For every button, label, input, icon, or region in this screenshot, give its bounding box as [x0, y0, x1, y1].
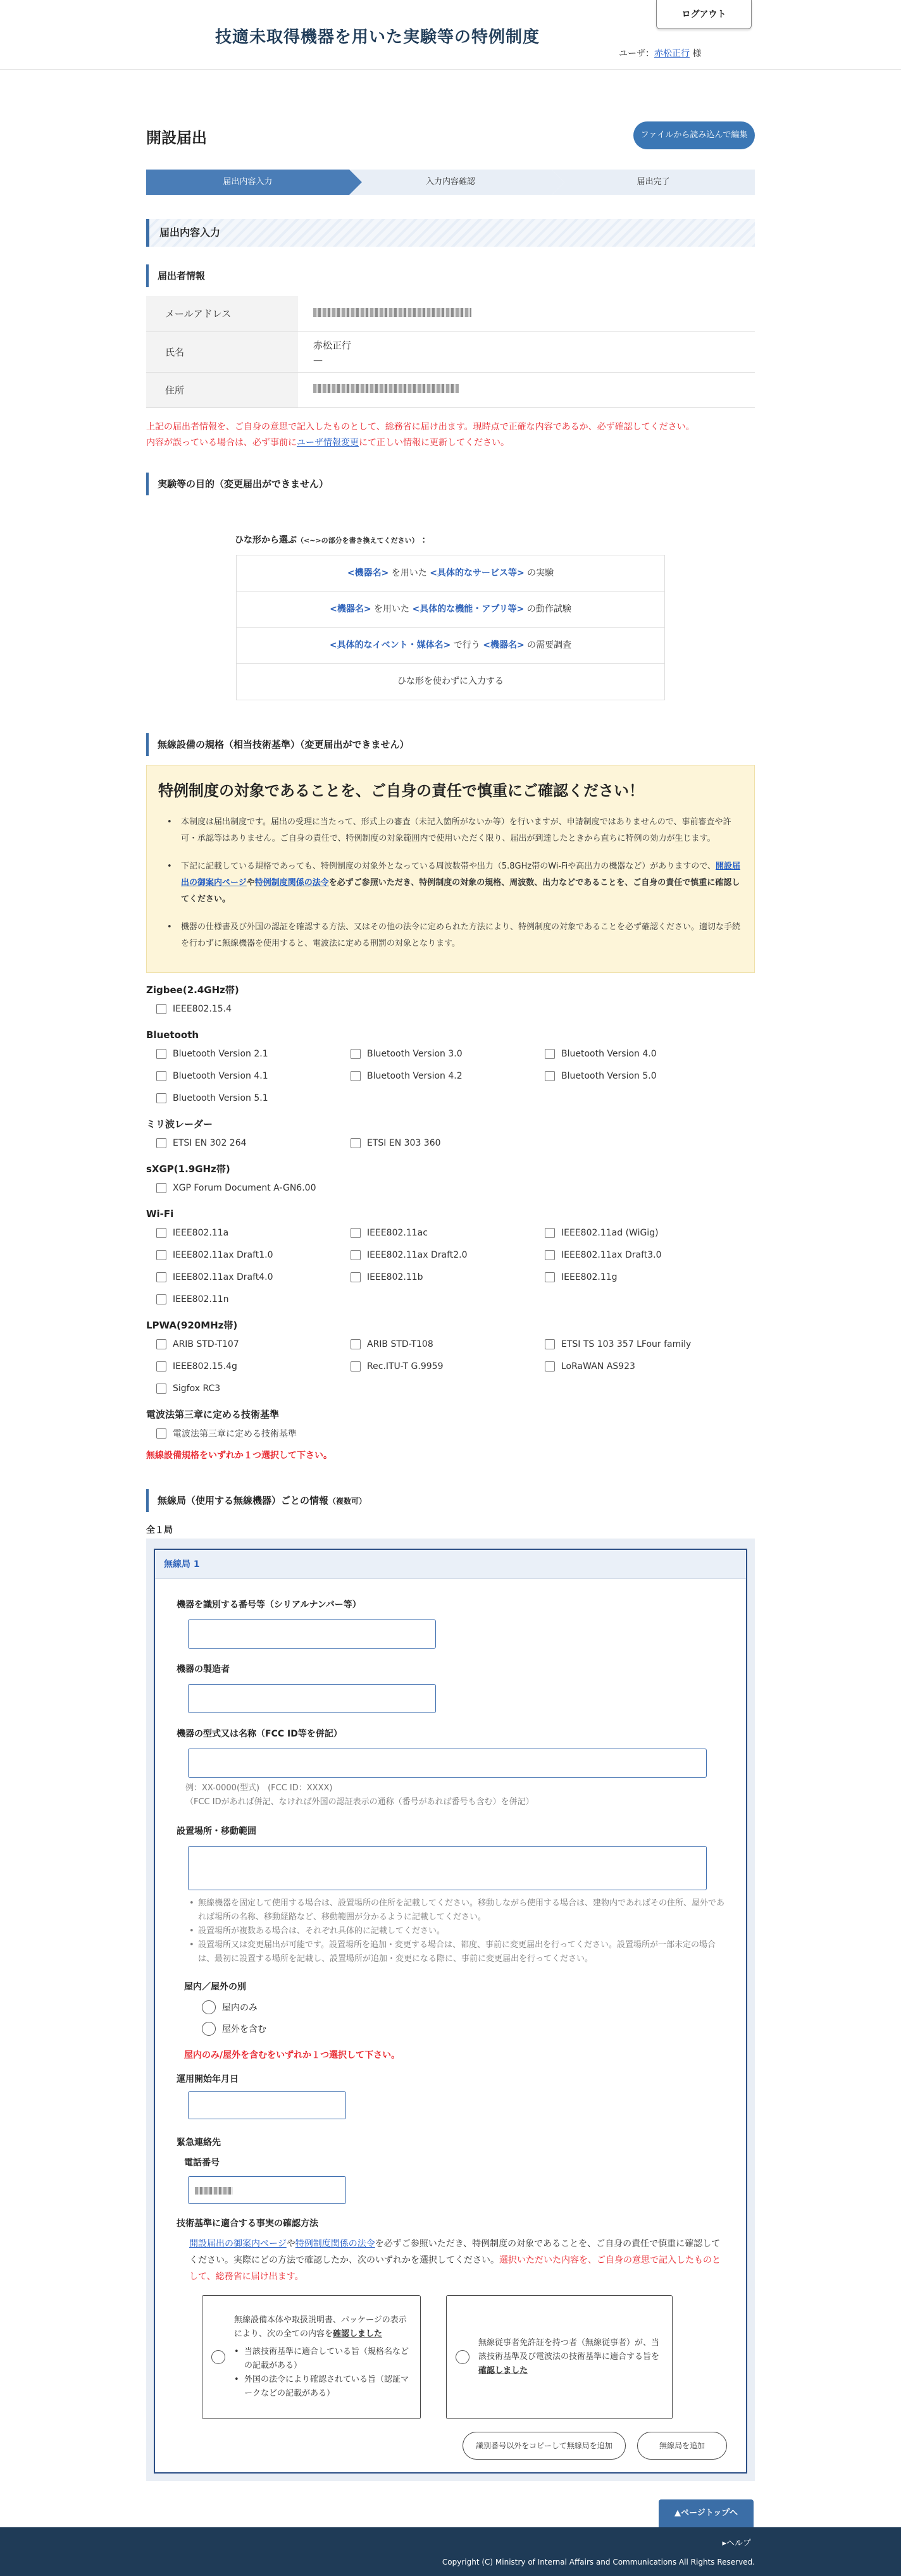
checkbox-square[interactable] — [156, 1384, 166, 1394]
template-list — [236, 555, 665, 700]
standard-checkbox[interactable] — [156, 1356, 351, 1378]
place-hint: • 設置場所又は変更届出が可能です。設置場所を追加・変更する場合は、都度、事前に変更届出を行ってください。設置場所が一部未定の場合は、最初に設置する場所を記載し、設置場所が追加・変更になる際に、事前に変更届出を行ってください。 — [189, 1938, 727, 1966]
placeholder-text: <具体的なサービス等> — [430, 567, 525, 578]
checkbox-square[interactable] — [545, 1361, 555, 1372]
method-warning: 選択いただいた内容を、ご自身の意思で記入したものとして、総務省に届け出ます。 — [189, 2255, 721, 2282]
place-hint: • 設置場所が複数ある場合は、それぞれ具体的に記載してください。 — [189, 1924, 727, 1938]
option-b-u: 確認しました — [478, 2365, 528, 2375]
template-title-colon: ： — [421, 535, 431, 545]
method-option-label[interactable] — [202, 2295, 421, 2419]
radio-circle[interactable] — [202, 2000, 216, 2014]
checkbox-label: 電波法第三章に定める技術基準 — [173, 1429, 297, 1439]
checkbox-label: IEEE802.11g — [561, 1272, 618, 1282]
standard-group-options — [146, 998, 755, 1020]
checkbox-square[interactable] — [545, 1228, 555, 1238]
checkbox-square[interactable] — [351, 1138, 361, 1148]
blurred-email — [313, 308, 471, 317]
checkbox-label: Bluetooth Version 5.0 — [561, 1071, 657, 1081]
standard-group-options — [146, 1222, 755, 1311]
placeholder-text: <具体的なイベント・媒体名> — [329, 640, 451, 650]
option-b-text-part: 無線従事者免許証を持つ者（無線従事者）が、当該技術基準及び電波法の技術基準に適合する旨を — [478, 2338, 660, 2362]
checkbox-square[interactable] — [545, 1339, 555, 1349]
option-a-item: • 外国の法令により確認されている旨（認証マークなどの記載がある） — [234, 2373, 411, 2401]
address-value — [298, 372, 755, 407]
station-count: 全１局 — [146, 1525, 173, 1535]
checkbox-label: IEEE802.11ax Draft1.0 — [173, 1250, 273, 1260]
checkbox-label: Bluetooth Version 4.2 — [367, 1071, 463, 1081]
standard-checkbox[interactable] — [156, 1087, 351, 1110]
radio-circle[interactable] — [202, 2022, 216, 2036]
template-text: の需要調査 — [527, 640, 572, 650]
standard-checkbox[interactable] — [545, 1244, 739, 1266]
step-confirm: 入力内容確認 — [349, 170, 552, 195]
station-panel — [154, 1549, 747, 2474]
start-date-label: 運用開始年月日 — [177, 2074, 239, 2084]
inout-label: 屋内／屋外の別 — [184, 1981, 246, 1992]
standard-checkbox[interactable] — [351, 1132, 545, 1155]
placeholder-text: <具体的な機能・アプリ等> — [412, 604, 525, 614]
checkbox-square[interactable] — [545, 1071, 555, 1081]
option-a-list — [234, 2345, 411, 2401]
law-link[interactable]: 特例制度関係の法令 — [254, 877, 329, 888]
logout-button[interactable]: ログアウト — [656, 0, 752, 29]
checkbox-label: XGP Forum Document A-GN6.00 — [173, 1183, 316, 1193]
placeholder-text: <機器名> — [483, 640, 525, 650]
checkbox-label: Bluetooth Version 4.0 — [561, 1049, 657, 1059]
warning-title: 特例制度の対象であることを、ご自身の責任で慎重にご確認ください！ — [158, 781, 644, 800]
page-title: 開設届出 — [146, 129, 207, 147]
user-prefix: ユーザ： — [619, 49, 654, 59]
template-text: の動作試験 — [526, 604, 571, 614]
checkbox-square[interactable] — [156, 1361, 166, 1372]
checkbox-square[interactable] — [156, 1071, 166, 1081]
standard-checkbox[interactable] — [156, 1378, 351, 1400]
checkbox-square[interactable] — [545, 1250, 555, 1260]
standard-group-title: Bluetooth — [146, 1029, 199, 1041]
blurred-address — [313, 384, 459, 393]
method-option-engineer[interactable] — [446, 2295, 673, 2419]
place-hints — [177, 1897, 727, 1966]
station-card — [146, 1539, 755, 2481]
station-buttons — [177, 2432, 727, 2460]
checkbox-square[interactable] — [156, 1093, 166, 1103]
phone-input[interactable] — [188, 2176, 346, 2204]
option-a-title-text: 無線設備本体や取扱説明書、パッケージの表示により、次の全ての内容を — [234, 2315, 407, 2339]
checkbox-label: IEEE802.15.4g — [173, 1361, 237, 1372]
option-b-text — [478, 2336, 663, 2378]
checkbox-label: ETSI TS 103 357 LFour family — [561, 1339, 692, 1349]
main-content — [146, 70, 755, 2561]
user-name-link[interactable]: 赤松正行 — [654, 49, 690, 59]
method-text-part: や — [286, 2238, 295, 2249]
step-complete: 届出完了 — [552, 170, 755, 195]
place-textarea[interactable] — [188, 1846, 707, 1890]
checkbox-square[interactable] — [156, 1339, 166, 1349]
name-label: 氏名 — [146, 331, 298, 372]
placeholder-text: <機器名> — [330, 604, 371, 614]
checkbox-square[interactable] — [351, 1339, 361, 1349]
standard-checkbox[interactable] — [545, 1356, 739, 1378]
checkbox-label: Bluetooth Version 3.0 — [367, 1049, 463, 1059]
radio-outdoor[interactable] — [177, 2018, 727, 2040]
standard-checkbox[interactable] — [156, 1177, 351, 1199]
standard-checkbox[interactable] — [351, 1043, 545, 1065]
help-link[interactable]: ▸ヘルプ — [722, 2539, 751, 2548]
user-suffix: 様 — [692, 49, 702, 59]
method-options — [177, 2295, 727, 2419]
user-info-change-link[interactable]: ユーザ情報変更 — [297, 437, 359, 448]
standard-checkbox[interactable] — [156, 998, 351, 1020]
method-text-part: を必ずご参照いただき、特例制度の対象であることを、ご自身の責任で慎重に確認してください。実際にどの方法で確認したか、次のいずれかを選択してください。 — [189, 2238, 721, 2265]
option-a-title — [234, 2313, 411, 2341]
user-info — [619, 47, 701, 59]
page-top-button[interactable]: ▲ページトップへ — [659, 2499, 754, 2527]
standard-checkbox[interactable] — [156, 1132, 351, 1155]
standard-checkbox[interactable] — [351, 1356, 545, 1378]
checkbox-label: IEEE802.11a — [173, 1228, 229, 1238]
checkbox-square[interactable] — [156, 1228, 166, 1238]
standard-checkbox[interactable] — [351, 1065, 545, 1087]
step-input: 届出内容入力 — [146, 170, 349, 195]
table-row — [146, 296, 755, 331]
notice-text: にて正しい情報に更新してください。 — [359, 437, 509, 448]
checkbox-label: Sigfox RC3 — [173, 1384, 221, 1394]
serial-input[interactable] — [188, 1619, 436, 1649]
checkbox-label: ARIB STD-T107 — [173, 1339, 239, 1349]
free-input-option[interactable]: ひな形を使わずに入力する — [397, 676, 504, 686]
checkbox-square[interactable] — [156, 1138, 166, 1148]
blurred-phone — [195, 2187, 233, 2195]
stations-heading-text: 無線局（使用する無線機器）ごとの情報 — [158, 1494, 329, 1506]
standard-group-title: LPWA(920MHz帯) — [146, 1319, 238, 1331]
maker-input[interactable] — [188, 1684, 436, 1713]
checkbox-label: ETSI EN 302 264 — [173, 1138, 247, 1148]
option-a-title-u: 確認しました — [333, 2329, 383, 2339]
template-text: を用いた — [391, 567, 427, 578]
checkbox-label: IEEE802.11ax Draft4.0 — [173, 1272, 273, 1282]
method-label: 技術基準に適合する事実の確認方法 — [177, 2218, 318, 2229]
standard-checkbox[interactable] — [156, 1222, 351, 1244]
site-title: 技適未取得機器を用いた実験等の特例制度 — [215, 28, 540, 47]
add-station-button[interactable]: 無線局を追加 — [637, 2432, 727, 2460]
checkbox-label: Bluetooth Version 2.1 — [173, 1049, 268, 1059]
standard-group-options — [146, 1334, 755, 1400]
checkbox-square[interactable] — [351, 1071, 361, 1081]
checkbox-square[interactable] — [156, 1428, 166, 1439]
standard-group-title: sXGP(1.9GHz帯) — [146, 1163, 230, 1175]
name-value — [298, 331, 755, 372]
footer — [0, 2527, 901, 2576]
standard-group-options — [146, 1423, 755, 1445]
standard-checkbox[interactable] — [545, 1334, 739, 1356]
checkbox-square[interactable] — [351, 1049, 361, 1059]
checkbox-square[interactable] — [351, 1361, 361, 1372]
checkbox-label: LoRaWAN AS923 — [561, 1361, 635, 1372]
option-a-item: • 当該技術基準に適合している旨（規格名などの記載がある） — [234, 2345, 411, 2373]
standard-checkbox[interactable] — [545, 1065, 739, 1087]
checkbox-label: Rec.ITU-T G.9959 — [367, 1361, 444, 1372]
table-row — [146, 331, 755, 372]
reporter-notice-1: 上記の届出者情報を、ご自身の意思で記入したものとして、総務省に届け出ます。現時点で正確な内容であるか、必ず確認してください。 — [146, 421, 695, 432]
purpose-heading: 実験等の目的（変更届出ができません） — [146, 473, 755, 495]
standard-checkbox[interactable] — [351, 1334, 545, 1356]
standard-checkbox[interactable] — [156, 1334, 351, 1356]
model-label: 機器の型式又は名称（FCC ID等を併記） — [177, 1728, 342, 1739]
standard-checkbox[interactable] — [545, 1266, 739, 1289]
email-value — [298, 296, 755, 331]
reporter-heading: 届出者情報 — [146, 264, 755, 287]
radio-circle[interactable] — [211, 2350, 225, 2364]
checkbox-label: IEEE802.11ac — [367, 1228, 428, 1238]
standard-checkbox[interactable] — [156, 1043, 351, 1065]
radio-circle[interactable] — [456, 2350, 469, 2364]
model-hint-2: （FCC IDがあれば併記、なければ外国の認証表示の通称（番号があれば番号も含む）を併記） — [185, 1797, 534, 1807]
warning-text: を必ずご参照いただき、特例制度の対象の規格、周波数、出力などであることを、ご自身の責任で慎重に確認してください。 — [181, 877, 740, 904]
checkbox-square[interactable] — [156, 1049, 166, 1059]
checkbox-label: IEEE802.11ad (WiGig) — [561, 1228, 659, 1238]
maker-label: 機器の製造者 — [177, 1664, 230, 1675]
checkbox-label: IEEE802.15.4 — [173, 1004, 232, 1014]
checkbox-label: ARIB STD-T108 — [367, 1339, 433, 1349]
guide-page-link[interactable]: 開設届出の御案内ページ — [189, 2238, 287, 2249]
standard-checkbox[interactable] — [156, 1266, 351, 1289]
checkbox-square[interactable] — [156, 1004, 166, 1014]
standard-checkbox[interactable] — [545, 1222, 739, 1244]
reporter-notice-2 — [146, 435, 755, 451]
page-head — [146, 70, 755, 152]
checkbox-label: Bluetooth Version 4.1 — [173, 1071, 268, 1081]
template-text: を用いた — [374, 604, 410, 614]
checkbox-square[interactable] — [351, 1250, 361, 1260]
warning-text: 下記に記載している規格であっても、特例制度の対象外となっている周波数帯や出力（5.8GHz帯のWi-Fiや高出力の機器など）がありますので、 — [181, 861, 716, 871]
radio-label: 屋内のみ — [222, 2002, 258, 2013]
template-option-1[interactable] — [237, 555, 664, 591]
checkbox-square[interactable] — [545, 1272, 555, 1282]
template-text: の実験 — [527, 567, 554, 578]
reporter-notice — [146, 419, 755, 451]
place-hint: • 無線機器を固定して使用する場合は、設置場所の住所を記載してください。移動しながら使用する場合は、建物内であればその住所、屋外であれば場所の名称、移動経路など、移動範囲が分かるように記載してください。 — [189, 1897, 727, 1924]
standards-error: 無線設備規格をいずれか１つ選択して下さい。 — [146, 1450, 332, 1461]
station-body — [155, 1579, 746, 2472]
standard-checkbox[interactable] — [156, 1244, 351, 1266]
template-title-note: （<~>の部分を書き換えてください） — [297, 536, 419, 545]
place-label: 設置場所・移動範囲 — [177, 1826, 256, 1836]
standard-group-options — [146, 1132, 755, 1155]
table-row — [146, 372, 755, 407]
model-hint-1: 例：XX-0000(型式) (FCC ID：XXXX) — [185, 1783, 333, 1793]
standards-groups — [146, 982, 755, 1445]
standard-group-title: ミリ波レーダー — [146, 1118, 213, 1130]
method-text — [177, 2236, 727, 2285]
stations-heading-note: （複数可） — [328, 1496, 367, 1506]
station-label: 無線局 1 — [155, 1550, 746, 1579]
checkbox-square[interactable] — [156, 1183, 166, 1193]
copy-station-button[interactable]: 識別番号以外をコピーして無線局を追加 — [463, 2432, 626, 2460]
radio-label: 屋外を含む — [222, 2024, 266, 2034]
template-option-2[interactable] — [237, 591, 664, 628]
name-text: 赤松正行 — [313, 339, 352, 351]
warning-box — [146, 765, 755, 973]
warning-item: • 機器の仕様書及び外国の認証を確認する方法、又はその他の法令に定められた方法により、特例制度の対象であることを必ず確認ください。適切な手続を行わずに無線機器を使用すると、電波法に定める刑罰の対象となります。 — [167, 919, 743, 952]
standard-group-title: Zigbee(2.4GHz帯) — [146, 984, 239, 996]
name-sub: — — [313, 354, 323, 366]
checkbox-label: IEEE802.11ax Draft2.0 — [367, 1250, 468, 1260]
checkbox-label: IEEE802.11ax Draft3.0 — [561, 1250, 662, 1260]
copyright: Copyright (C) Ministry of Internal Affairs and Communications All Rights Reserved. — [442, 2558, 755, 2567]
phone-label: 電話番号 — [184, 2157, 220, 2168]
checkbox-label: ETSI EN 303 360 — [367, 1138, 441, 1148]
checkbox-square[interactable] — [156, 1294, 166, 1304]
warning-list — [158, 814, 743, 952]
template-title — [146, 533, 755, 546]
serial-label: 機器を識別する番号等（シリアルナンバー等） — [177, 1599, 361, 1610]
emergency-contact-label: 緊急連絡先 — [177, 2137, 221, 2148]
checkbox-square[interactable] — [351, 1228, 361, 1238]
standard-checkbox[interactable] — [156, 1423, 351, 1445]
checkbox-square[interactable] — [351, 1272, 361, 1282]
checkbox-label: IEEE802.11n — [173, 1294, 229, 1304]
inout-error: 屋内のみ/屋外を含むをいずれか１つ選択して下さい。 — [184, 2050, 401, 2060]
standards-heading: 無線設備の規格（相当技術基準）（変更届出ができません） — [146, 733, 755, 756]
checkbox-label: IEEE802.11b — [367, 1272, 423, 1282]
standard-group-options — [146, 1043, 755, 1110]
stations-section — [146, 1489, 755, 2481]
stations-heading — [146, 1489, 755, 1512]
standard-checkbox[interactable] — [156, 1065, 351, 1087]
guide-page-link[interactable]: 開設届出の御案内ページ — [181, 861, 740, 888]
warning-item — [167, 858, 743, 908]
template-text: で行う — [453, 640, 480, 650]
progress-steps — [146, 170, 755, 195]
start-date-input[interactable] — [188, 2091, 346, 2119]
checkbox-square[interactable] — [545, 1049, 555, 1059]
reporter-section — [146, 264, 755, 451]
standard-checkbox[interactable] — [545, 1043, 739, 1065]
radio-indoor[interactable] — [177, 1997, 727, 2018]
warning-item: • 本制度は届出制度です。届出の受理に当たって、形式上の審査（未記入箇所がないか等）を行いますが、申請制度ではありませんので、事前審査や許可・承認等はありません。ご自身の責任で、特例制度の対象範囲内で使用いただく限り、届出が到達したときから直ちに特例の効力が生じます。 — [167, 814, 743, 847]
checkbox-square[interactable] — [156, 1272, 166, 1282]
section-title: 届出内容入力 — [146, 219, 755, 247]
template-title-text: ひな形から選ぶ — [235, 535, 297, 545]
model-input[interactable] — [188, 1749, 707, 1778]
header — [0, 0, 901, 70]
standards-section — [146, 733, 755, 1461]
standard-checkbox[interactable] — [351, 1266, 545, 1289]
law-link[interactable]: 特例制度関係の法令 — [295, 2238, 375, 2249]
email-label: メールアドレス — [146, 296, 298, 331]
standard-checkbox[interactable] — [156, 1289, 351, 1311]
placeholder-text: <機器名> — [347, 567, 389, 578]
purpose-section — [146, 473, 755, 700]
standard-checkbox[interactable] — [351, 1244, 545, 1266]
reporter-table — [146, 296, 755, 408]
checkbox-square[interactable] — [156, 1250, 166, 1260]
warning-text: や — [246, 877, 255, 888]
standard-checkbox[interactable] — [351, 1222, 545, 1244]
option-a-text — [234, 2313, 411, 2401]
upload-file-button[interactable]: ファイルから読み込んで編集 — [633, 121, 755, 149]
address-label: 住所 — [146, 372, 298, 407]
standard-group-title: 電波法第三章に定める技術基準 — [146, 1408, 280, 1420]
template-option-3[interactable] — [237, 628, 664, 664]
notice-text: 内容が誤っている場合は、必ず事前に — [146, 437, 297, 448]
standard-group-options — [146, 1177, 755, 1199]
standard-group-title: Wi-Fi — [146, 1208, 174, 1220]
checkbox-label: Bluetooth Version 5.1 — [173, 1093, 268, 1103]
